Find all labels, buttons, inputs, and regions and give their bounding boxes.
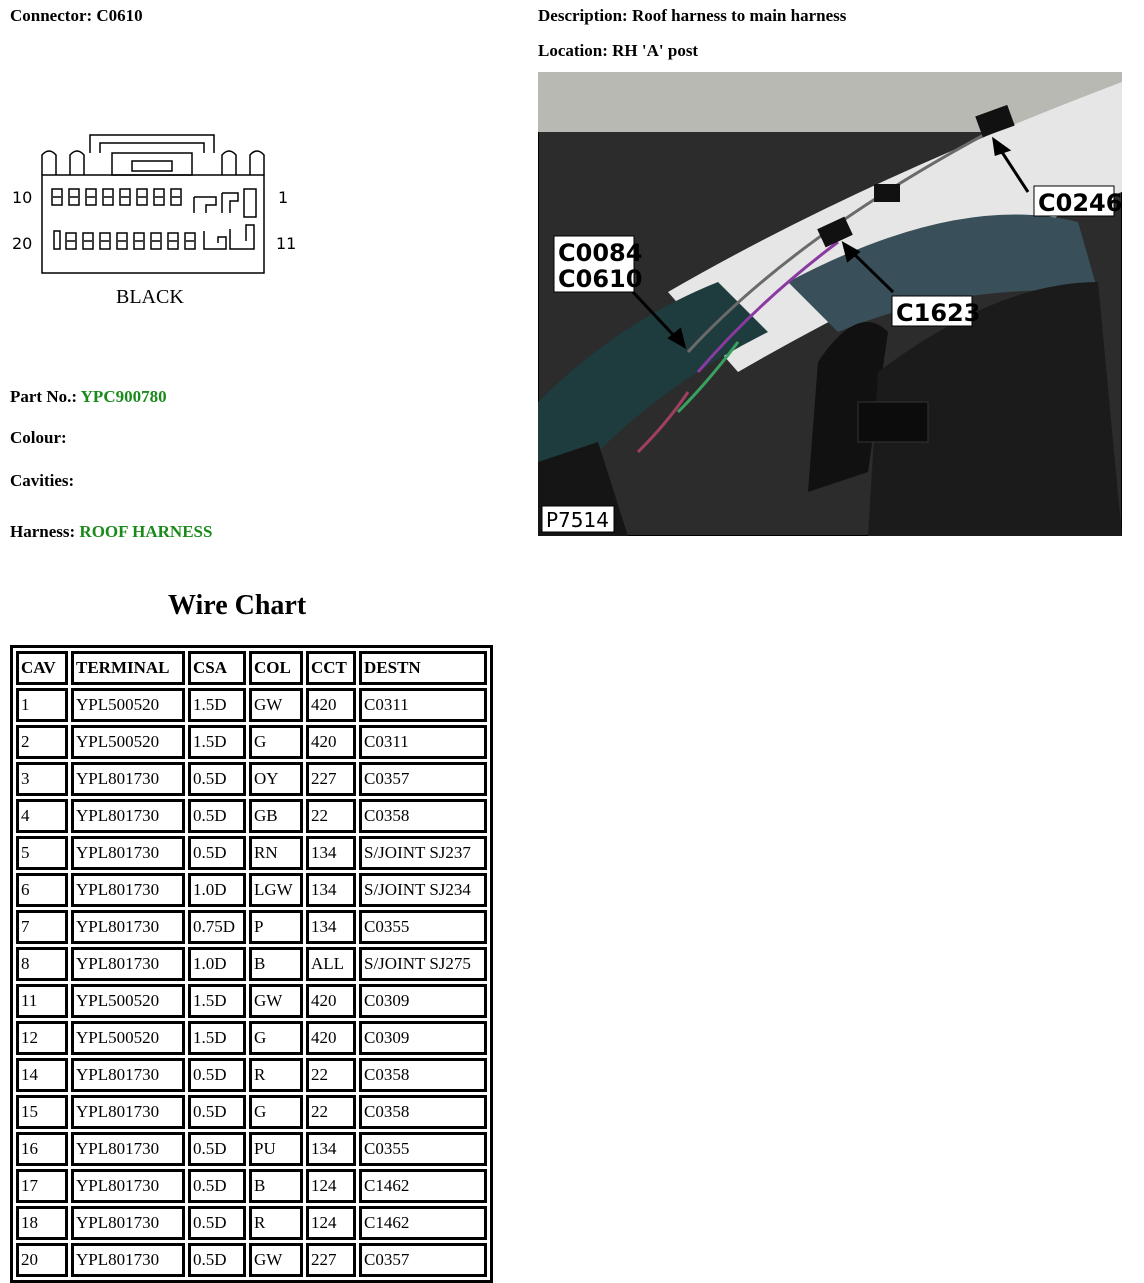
table-row <box>16 910 487 944</box>
cell-csa: 1.5D <box>188 688 246 722</box>
location-value: RH 'A' post <box>612 41 699 60</box>
cell-col: PU <box>249 1132 303 1166</box>
cell-terminal: YPL801730 <box>71 799 185 833</box>
cell-terminal: YPL801730 <box>71 836 185 870</box>
cell-terminal: YPL500520 <box>71 984 185 1018</box>
cell-cav: 11 <box>16 984 68 1018</box>
cell-destn: C0358 <box>359 1058 487 1092</box>
cell-cav: 2 <box>16 725 68 759</box>
cell-cav: 15 <box>16 1095 68 1129</box>
cell-csa: 0.5D <box>188 836 246 870</box>
cell-destn: S/JOINT SJ237 <box>359 836 487 870</box>
cell-destn: C0311 <box>359 688 487 722</box>
cell-terminal: YPL801730 <box>71 1243 185 1277</box>
cell-cct: 134 <box>306 910 356 944</box>
cell-col: LGW <box>249 873 303 907</box>
cell-csa: 1.5D <box>188 1021 246 1055</box>
table-row <box>16 1169 487 1203</box>
table-row <box>16 947 487 981</box>
description-heading <box>538 6 846 26</box>
table-row <box>16 688 487 722</box>
cell-cav: 12 <box>16 1021 68 1055</box>
pin-label-20: 20 <box>12 234 33 253</box>
cell-terminal: YPL801730 <box>71 910 185 944</box>
cell-csa: 0.5D <box>188 1243 246 1277</box>
pin-label-10: 10 <box>12 188 33 207</box>
cell-col: GW <box>249 688 303 722</box>
cell-cav: 3 <box>16 762 68 796</box>
cell-destn: C0355 <box>359 910 487 944</box>
part-number-value: YPC900780 <box>80 387 167 406</box>
pin-cells <box>52 189 195 249</box>
connector-face-diagram <box>8 125 298 325</box>
cell-cav: 17 <box>16 1169 68 1203</box>
cell-csa: 1.5D <box>188 725 246 759</box>
cell-destn: S/JOINT SJ275 <box>359 947 487 981</box>
header-terminal: TERMINAL <box>71 651 185 685</box>
cell-cct: 22 <box>306 1095 356 1129</box>
cell-cct: 22 <box>306 799 356 833</box>
cell-cct: 134 <box>306 836 356 870</box>
header-destn: DESTN <box>359 651 487 685</box>
cell-csa: 0.5D <box>188 1206 246 1240</box>
cell-col: G <box>249 725 303 759</box>
cell-col: GB <box>249 799 303 833</box>
cell-destn: C0309 <box>359 984 487 1018</box>
table-row <box>16 873 487 907</box>
cell-terminal: YPL801730 <box>71 1095 185 1129</box>
cell-cct: 124 <box>306 1206 356 1240</box>
wire-chart-table <box>10 645 493 1283</box>
table-row <box>16 799 487 833</box>
cell-col: R <box>249 1206 303 1240</box>
cell-cct: 420 <box>306 1021 356 1055</box>
cell-csa: 1.0D <box>188 873 246 907</box>
cell-cav: 7 <box>16 910 68 944</box>
cell-cav: 14 <box>16 1058 68 1092</box>
cell-cct: 124 <box>306 1169 356 1203</box>
callout-c0610: C0610 <box>558 265 643 293</box>
cell-cct: ALL <box>306 947 356 981</box>
table-row <box>16 1021 487 1055</box>
table-row <box>16 762 487 796</box>
cell-terminal: YPL500520 <box>71 688 185 722</box>
connector-label: Connector: <box>10 6 93 25</box>
cell-terminal: YPL801730 <box>71 1132 185 1166</box>
cell-col: R <box>249 1058 303 1092</box>
cell-cct: 134 <box>306 873 356 907</box>
cell-col: B <box>249 1169 303 1203</box>
cell-cav: 20 <box>16 1243 68 1277</box>
cell-terminal: YPL801730 <box>71 1169 185 1203</box>
cell-cav: 1 <box>16 688 68 722</box>
connector-value: C0610 <box>96 6 143 25</box>
harness-label: Harness: <box>10 522 76 541</box>
cell-terminal: YPL801730 <box>71 762 185 796</box>
cell-cav: 6 <box>16 873 68 907</box>
cavities-row <box>10 471 74 491</box>
cell-col: G <box>249 1095 303 1129</box>
colour-row <box>10 428 67 448</box>
cell-terminal: YPL801730 <box>71 873 185 907</box>
part-number-label: Part No.: <box>10 387 78 406</box>
header-cct: CCT <box>306 651 356 685</box>
callout-c0084: C0084 <box>558 239 643 267</box>
cell-destn: C0358 <box>359 1095 487 1129</box>
cell-terminal: YPL500520 <box>71 725 185 759</box>
location-heading <box>538 41 698 61</box>
wire-chart-title: Wire Chart <box>168 590 307 621</box>
cell-cav: 4 <box>16 799 68 833</box>
connector-colour-text: BLACK <box>116 286 184 308</box>
cell-destn: S/JOINT SJ234 <box>359 873 487 907</box>
cell-cav: 16 <box>16 1132 68 1166</box>
callout-c1623: C1623 <box>896 299 981 327</box>
table-row <box>16 836 487 870</box>
part-number-row <box>10 387 167 407</box>
cell-csa: 1.5D <box>188 984 246 1018</box>
table-row <box>16 1058 487 1092</box>
cell-destn: C0357 <box>359 762 487 796</box>
header-col: COL <box>249 651 303 685</box>
cell-destn: C0357 <box>359 1243 487 1277</box>
location-photo <box>538 72 1122 536</box>
table-row <box>16 1206 487 1240</box>
cell-csa: 0.5D <box>188 762 246 796</box>
header-csa: CSA <box>188 651 246 685</box>
cell-col: OY <box>249 762 303 796</box>
cell-terminal: YPL801730 <box>71 1206 185 1240</box>
cell-cct: 227 <box>306 762 356 796</box>
cell-cav: 18 <box>16 1206 68 1240</box>
table-row <box>16 1243 487 1277</box>
table-header-row <box>16 651 487 685</box>
cell-cct: 420 <box>306 984 356 1018</box>
cell-cct: 420 <box>306 725 356 759</box>
cell-destn: C0355 <box>359 1132 487 1166</box>
cell-csa: 0.5D <box>188 1169 246 1203</box>
cell-terminal: YPL801730 <box>71 947 185 981</box>
location-label: Location: <box>538 41 608 60</box>
table-row <box>16 1095 487 1129</box>
callout-c0246: C0246 <box>1038 189 1122 217</box>
cell-destn: C0358 <box>359 799 487 833</box>
colour-label: Colour: <box>10 428 67 447</box>
cell-destn: C1462 <box>359 1169 487 1203</box>
pin-label-1: 1 <box>278 188 289 207</box>
photo-id: P7514 <box>546 508 609 532</box>
table-row <box>16 725 487 759</box>
cell-col: RN <box>249 836 303 870</box>
cell-cct: 134 <box>306 1132 356 1166</box>
cell-destn: C0311 <box>359 725 487 759</box>
cell-destn: C0309 <box>359 1021 487 1055</box>
cavities-label: Cavities: <box>10 471 75 490</box>
cell-cct: 227 <box>306 1243 356 1277</box>
cell-cct: 22 <box>306 1058 356 1092</box>
table-row <box>16 1132 487 1166</box>
cell-csa: 1.0D <box>188 947 246 981</box>
cell-terminal: YPL500520 <box>71 1021 185 1055</box>
cell-cav: 5 <box>16 836 68 870</box>
cell-csa: 0.5D <box>188 1132 246 1166</box>
cell-col: B <box>249 947 303 981</box>
cell-col: GW <box>249 1243 303 1277</box>
cell-csa: 0.5D <box>188 1058 246 1092</box>
cell-csa: 0.5D <box>188 799 246 833</box>
cell-terminal: YPL801730 <box>71 1058 185 1092</box>
header-cav: CAV <box>16 651 68 685</box>
cell-col: P <box>249 910 303 944</box>
harness-row <box>10 522 212 542</box>
connector-heading <box>10 6 143 26</box>
table-row <box>16 984 487 1018</box>
cell-cct: 420 <box>306 688 356 722</box>
cell-col: G <box>249 1021 303 1055</box>
harness-value: ROOF HARNESS <box>79 522 213 541</box>
description-value: Roof harness to main harness <box>631 6 847 25</box>
cell-col: GW <box>249 984 303 1018</box>
cell-cav: 8 <box>16 947 68 981</box>
description-label: Description: <box>538 6 628 25</box>
cell-csa: 0.75D <box>188 910 246 944</box>
cell-csa: 0.5D <box>188 1095 246 1129</box>
cell-destn: C1462 <box>359 1206 487 1240</box>
pin-label-11: 11 <box>276 234 297 253</box>
